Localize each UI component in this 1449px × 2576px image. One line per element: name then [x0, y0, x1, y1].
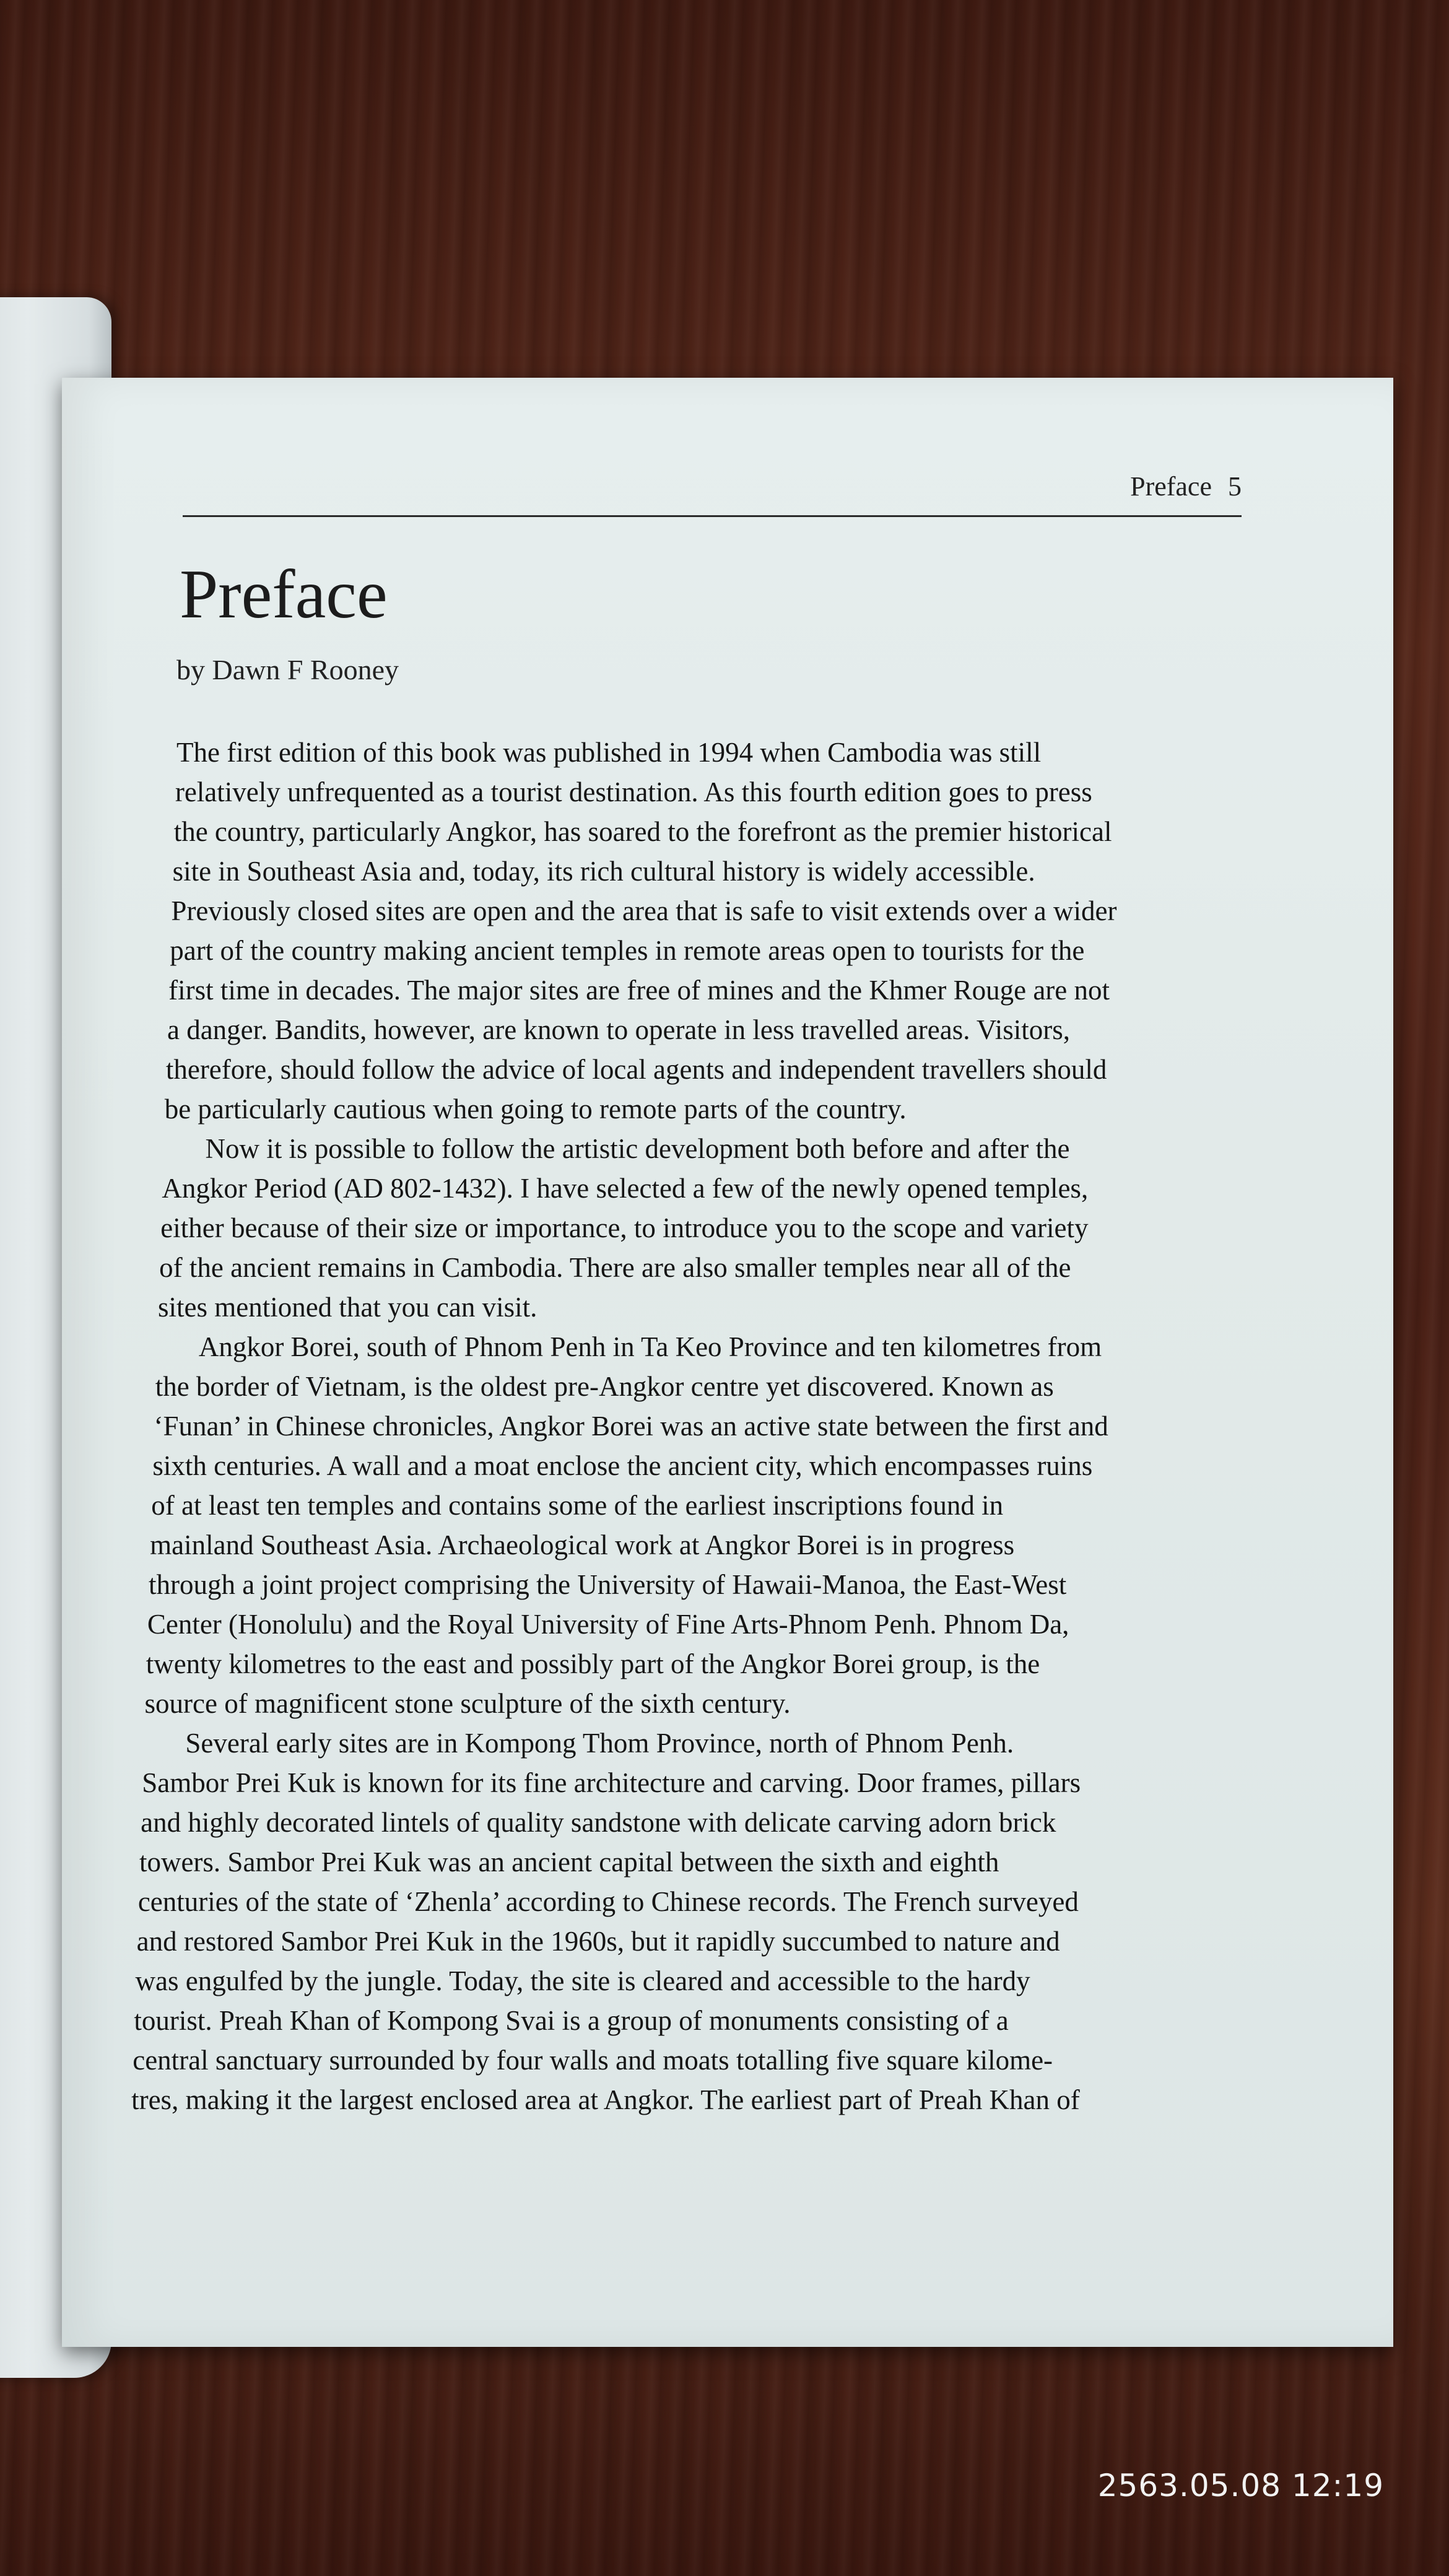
body-line: centuries of the state of ‘Zhenla’ according to Chinese records. The French surveyed	[137, 1886, 1079, 1917]
book-page	[62, 378, 1393, 2347]
body-line: sites mentioned that you can visit.	[157, 1292, 537, 1323]
body-line: first time in decades. The major sites are free of mines and the Khmer Rouge are not	[168, 975, 1110, 1006]
body-line: tres, making it the largest enclosed area at Angkor. The earliest part of Preah Khan of	[131, 2084, 1080, 2115]
body-line: part of the country making ancient temples in remote areas open to tourists for the	[170, 935, 1085, 966]
page-title: Preface	[180, 556, 388, 633]
body-line: and restored Sambor Prei Kuk in the 1960s, but it rapidly succumbed to nature and	[136, 1926, 1060, 1957]
body-line: through a joint project comprising the University of Hawaii-Manoa, the East-West	[148, 1569, 1067, 1600]
body-line: the border of Vietnam, is the oldest pre-Angkor centre yet discovered. Known as	[155, 1371, 1054, 1402]
body-line: Angkor Borei, south of Phnom Penh in Ta Keo Province and ten kilometres from	[198, 1331, 1102, 1362]
body-line: twenty kilometres to the east and possibly part of the Angkor Borei group, is the	[146, 1648, 1040, 1679]
body-line: of at least ten temples and contains some of the earliest inscriptions found in	[151, 1490, 1004, 1521]
byline: by Dawn F Rooney	[176, 654, 399, 685]
body-line: Now it is possible to follow the artistic development both before and after the	[205, 1133, 1070, 1164]
body-line: and highly decorated lintels of quality sandstone with delicate carving adorn brick	[141, 1807, 1056, 1838]
body-line: was engulfed by the jungle. Today, the site is cleared and accessible to the hardy	[135, 1965, 1030, 1996]
body-line: either because of their size or importance, to introduce you to the scope and variety	[160, 1212, 1089, 1243]
photo-timestamp: 2563.05.08 12:19	[1097, 2468, 1384, 2504]
body-line: central sanctuary surrounded by four walls and moats totalling five square kilome-	[133, 2045, 1053, 2076]
body-line: Previously closed sites are open and the area that is safe to visit extends over a wider	[171, 895, 1117, 926]
body-line: a danger. Bandits, however, are known to operate in less travelled areas. Visitors,	[167, 1014, 1070, 1045]
page-number: 5	[1228, 471, 1242, 502]
body-line: therefore, should follow the advice of local agents and independent travellers should	[165, 1054, 1107, 1085]
body-line: ‘Funan’ in Chinese chronicles, Angkor Borei was an active state between the first and	[154, 1411, 1108, 1442]
body-line: be particularly cautious when going to remote parts of the country.	[164, 1094, 907, 1125]
body-line: mainland Southeast Asia. Archaeological work at Angkor Borei is in progress	[150, 1530, 1015, 1560]
body-line: The first edition of this book was published in 1994 when Cambodia was still	[176, 737, 1042, 768]
running-head-section: Preface	[1130, 471, 1212, 502]
body-line: Angkor Period (AD 802-1432). I have selected a few of the newly opened temples,	[162, 1173, 1089, 1204]
body-line: Sambor Prei Kuk is known for its fine architecture and carving. Door frames, pillars	[142, 1767, 1081, 1798]
header-rule	[183, 515, 1242, 517]
body-line: towers. Sambor Prei Kuk was an ancient capital between the sixth and eighth	[139, 1847, 999, 1878]
body-line: source of magnificent stone sculpture of the sixth century.	[144, 1688, 791, 1719]
running-head	[1130, 471, 1242, 502]
body-line: tourist. Preah Khan of Kompong Svai is a group of monuments consisting of a	[134, 2005, 1009, 2036]
body-line: Several early sites are in Kompong Thom Province, north of Phnom Penh.	[185, 1728, 1014, 1759]
body-line: relatively unfrequented as a tourist destination. As this fourth edition goes to press	[175, 777, 1092, 807]
body-line: site in Southeast Asia and, today, its rich cultural history is widely accessible.	[172, 856, 1035, 887]
body-line: sixth centuries. A wall and a moat enclose the ancient city, which encompasses ruins	[152, 1450, 1093, 1481]
body-line: the country, particularly Angkor, has soared to the forefront as the premier historical	[173, 816, 1112, 847]
body-line: Center (Honolulu) and the Royal University of Fine Arts-Phnom Penh. Phnom Da,	[147, 1609, 1069, 1640]
body-line: of the ancient remains in Cambodia. There are also smaller temples near all of the	[159, 1252, 1071, 1283]
